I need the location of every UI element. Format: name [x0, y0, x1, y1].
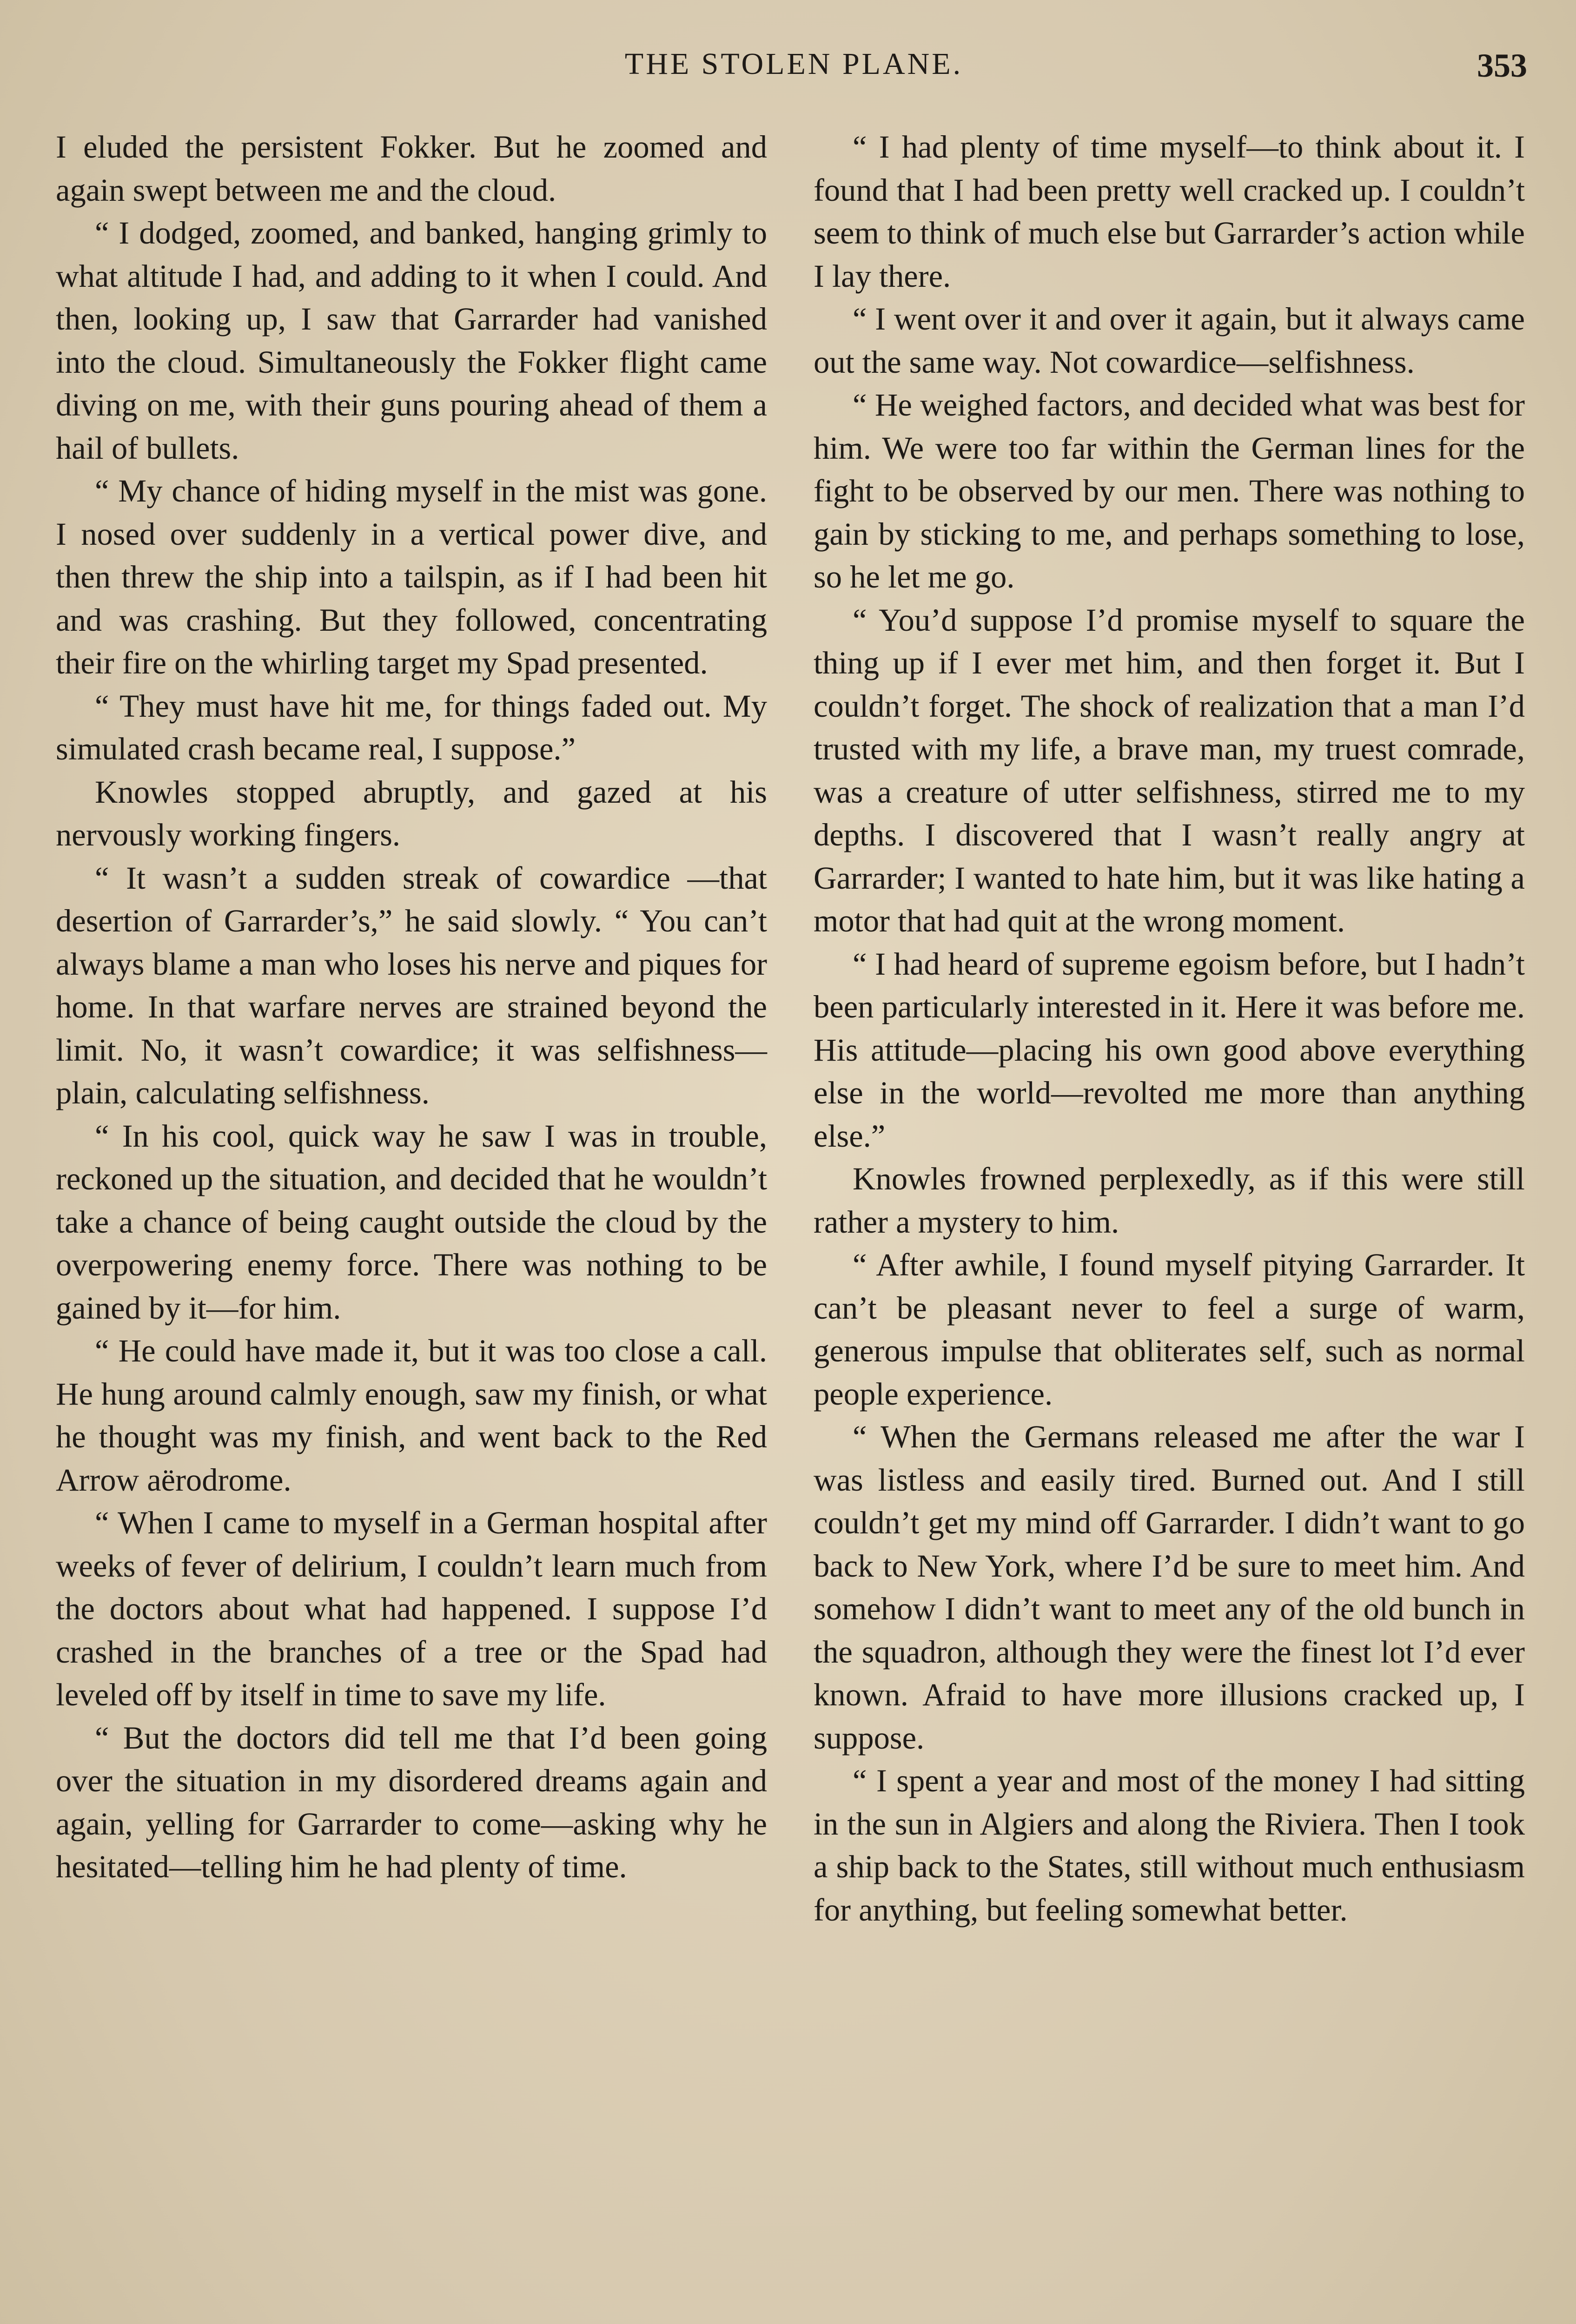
paragraph: “ I went over it and over it again, but it always came out the same way. Not cowardice—selfishness.: [814, 301, 1525, 380]
paragraph: “ I dodged, zoomed, and banked, hanging grimly to what altitude I had, and adding to it when I could. And then, looking up, I saw that Garrarder had vanished into the cloud. Simultaneously the Fokker flight came diving on me, with their guns pouring ahead of them a hail of bullets.: [56, 215, 767, 466]
paragraph: I eluded the persistent Fokker. But he zoomed and again swept between me and the cloud.: [56, 129, 767, 208]
page-number: 353: [1477, 47, 1527, 84]
paragraph: “ When I came to myself in a German hospital after weeks of fever of delirium, I couldn’t learn much from the doctors about what had happened. I suppose I’d crashed in the branches of a tree or the Spad had leveled off by itself in time to save my life.: [56, 1505, 767, 1712]
paragraph: “ I spent a year and most of the money I had sitting in the sun in Algiers and along the Riviera. Then I took a ship back to the States, still without much enthusiasm for anything, but feeling somewhat better.: [814, 1763, 1525, 1928]
running-title: THE STOLEN PLANE.: [624, 47, 963, 81]
paragraph: “ But the doctors did tell me that I’d been going over the situation in my disordered dreams again and again, yelling for Garrarder to come—asking why he hesitated—telling him he had plenty of time.: [56, 1720, 767, 1884]
paragraph: “ He weighed factors, and decided what was best for him. We were too far within the German lines for the fight to be observed by our men. There was nothing to gain by sticking to me, and perhaps something to lose, so he let me go.: [814, 387, 1525, 594]
paragraph: “ He could have made it, but it was too close a call. He hung around calmly enough, saw my finish, or what he thought was my finish, and went back to the Red Arrow aërodrome.: [56, 1333, 767, 1498]
paragraph: “ You’d suppose I’d promise myself to square the thing up if I ever met him, and then forget it. But I couldn’t forget. The shock of realization that a man I’d trusted with my life, a brave man, my truest comrade, was a creature of utter selfishness, stirred me to my depths. I discovered that I wasn’t really angry at Garrarder; I wanted to hate him, but it was like hating a motor that had quit at the wrong moment.: [814, 602, 1525, 938]
page-header: [60, 46, 1527, 98]
text-columns: [56, 125, 1525, 2292]
paragraph: Knowles stopped abruptly, and gazed at his nervously working fingers.: [56, 774, 767, 852]
paragraph: “ My chance of hiding myself in the mist was gone. I nosed over suddenly in a vertical power dive, and then threw the ship into a tailspin, as if I had been hit and was crashing. But they followed, concentrating their fire on the whirling target my Spad presented.: [56, 473, 767, 680]
paragraph: “ It wasn’t a sudden streak of cowardice —that desertion of Garrarder’s,” he said slowly. “ You can’t always blame a man who loses his nerve and piques for home. In that warfare nerves are strained beyond the limit. No, it wasn’t cowardice; it was selfishness—plain, calculating selfishness.: [56, 860, 767, 1110]
paragraph: “ I had heard of supreme egoism before, but I hadn’t been particularly interested in it. Here it was before me. His attitude—placing his own good above everything else in the world—revolted me more than anything else.”: [814, 946, 1525, 1154]
paragraph: “ In his cool, quick way he saw I was in trouble, reckoned up the situation, and decided that he wouldn’t take a chance of being caught outside the cloud by the overpowering enemy force. There was nothing to be gained by it—for him.: [56, 1118, 767, 1326]
right-column: [814, 125, 1525, 2292]
paragraph: “ They must have hit me, for things faded out. My simulated crash became real, I suppose.”: [56, 688, 767, 766]
paragraph: “ I had plenty of time myself—to think about it. I found that I had been pretty well cracked up. I couldn’t seem to think of much else but Garrarder’s action while I lay there.: [814, 129, 1525, 294]
paragraph: “ When the Germans released me after the war I was listless and easily tired. Burned out. And I still couldn’t get my mind off Garrarder. I didn’t want to go back to New York, where I’d be sure to meet him. And somehow I didn’t want to meet any of the old bunch in the squadron, although they were the finest lot I’d ever known. Afraid to have more illusions cracked up, I suppose.: [814, 1419, 1525, 1756]
paragraph: Knowles frowned perplexedly, as if this were still rather a mystery to him.: [814, 1161, 1525, 1240]
paragraph: “ After awhile, I found myself pitying Garrarder. It can’t be pleasant never to feel a surge of warm, generous impulse that obliterates self, such as normal people experience.: [814, 1247, 1525, 1412]
left-column: [56, 125, 767, 2292]
